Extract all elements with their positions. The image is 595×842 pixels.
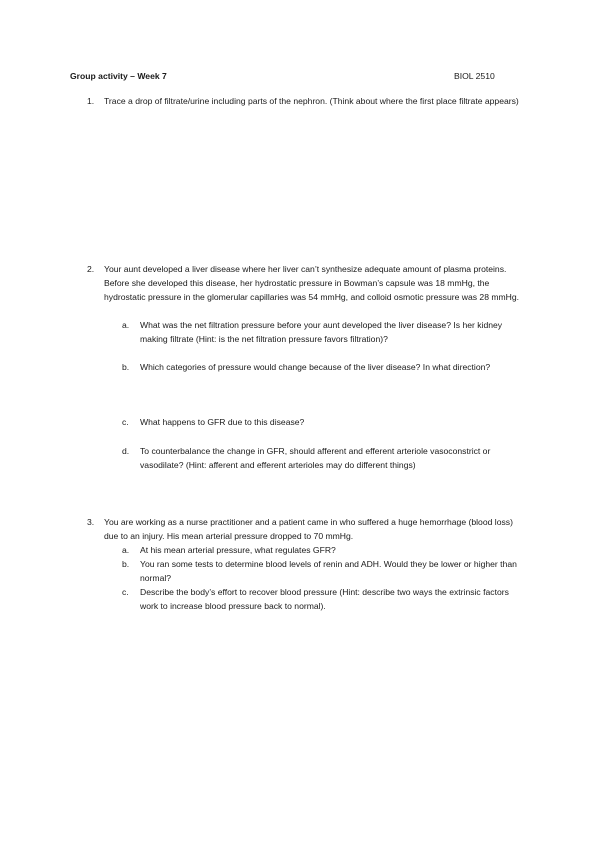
page-title: Group activity – Week 7 — [70, 71, 167, 81]
sub-question-letter: a. — [122, 545, 130, 555]
sub-question-text: What was the net filtration pressure before your aunt developed the liver disease? Is her kidney making filtrate (Hint: is the net filtration pressure favors filtration)? — [140, 320, 503, 344]
question-number: 3. — [87, 517, 95, 527]
sub-question-letter: b. — [122, 559, 130, 569]
sub-question-letter: c. — [122, 587, 129, 597]
question-2b — [122, 361, 527, 375]
sub-question-letter: b. — [122, 362, 130, 372]
question-number: 1. — [87, 96, 95, 106]
question-2 — [87, 263, 527, 304]
sub-question-letter: d. — [122, 446, 130, 456]
sub-question-text: Which categories of pressure would change because of the liver disease? In what direction? — [140, 362, 491, 372]
question-text: Your aunt developed a liver disease where her liver can’t synthesize adequate amount of plasma proteins. Before she developed this disease, her hydrostatic pressure in Bowman’s capsule was 18 mmHg, the hydrostatic pressure in the glomerular capillaries was 54 mmHg, and colloid osmotic pressure was 28 mmHg. — [104, 264, 520, 302]
question-text: Trace a drop of filtrate/urine including parts of the nephron. (Think about where the first place filtrate appears) — [104, 96, 519, 106]
sub-question-letter: a. — [122, 320, 130, 330]
sub-question-text: To counterbalance the change in GFR, should afferent and efferent arteriole vasoconstrict or vasodilate? (Hint: afferent and efferent arterioles may do different things) — [140, 446, 491, 470]
question-3b — [122, 558, 527, 586]
sub-question-letter: c. — [122, 417, 129, 427]
question-3a — [122, 544, 527, 558]
course-code: BIOL 2510 — [454, 71, 495, 81]
question-2c — [122, 416, 527, 430]
question-number: 2. — [87, 264, 95, 274]
sub-question-text: At his mean arterial pressure, what regulates GFR? — [140, 545, 336, 555]
sub-question-text: You ran some tests to determine blood levels of renin and ADH. Would they be lower or higher than normal? — [140, 559, 517, 583]
sub-question-text: Describe the body’s effort to recover blood pressure (Hint: describe two ways the extrinsic factors work to increase blood pressure back to normal). — [140, 587, 509, 611]
question-1 — [87, 95, 527, 109]
document-header — [70, 71, 530, 81]
question-3c — [122, 586, 527, 614]
question-2a — [122, 319, 527, 347]
question-2d — [122, 445, 527, 473]
question-3 — [87, 516, 527, 544]
question-text: You are working as a nurse practitioner and a patient came in who suffered a huge hemorrhage (blood loss) due to an injury. His mean arterial pressure dropped to 70 mmHg. — [104, 517, 513, 541]
sub-question-text: What happens to GFR due to this disease? — [140, 417, 305, 427]
